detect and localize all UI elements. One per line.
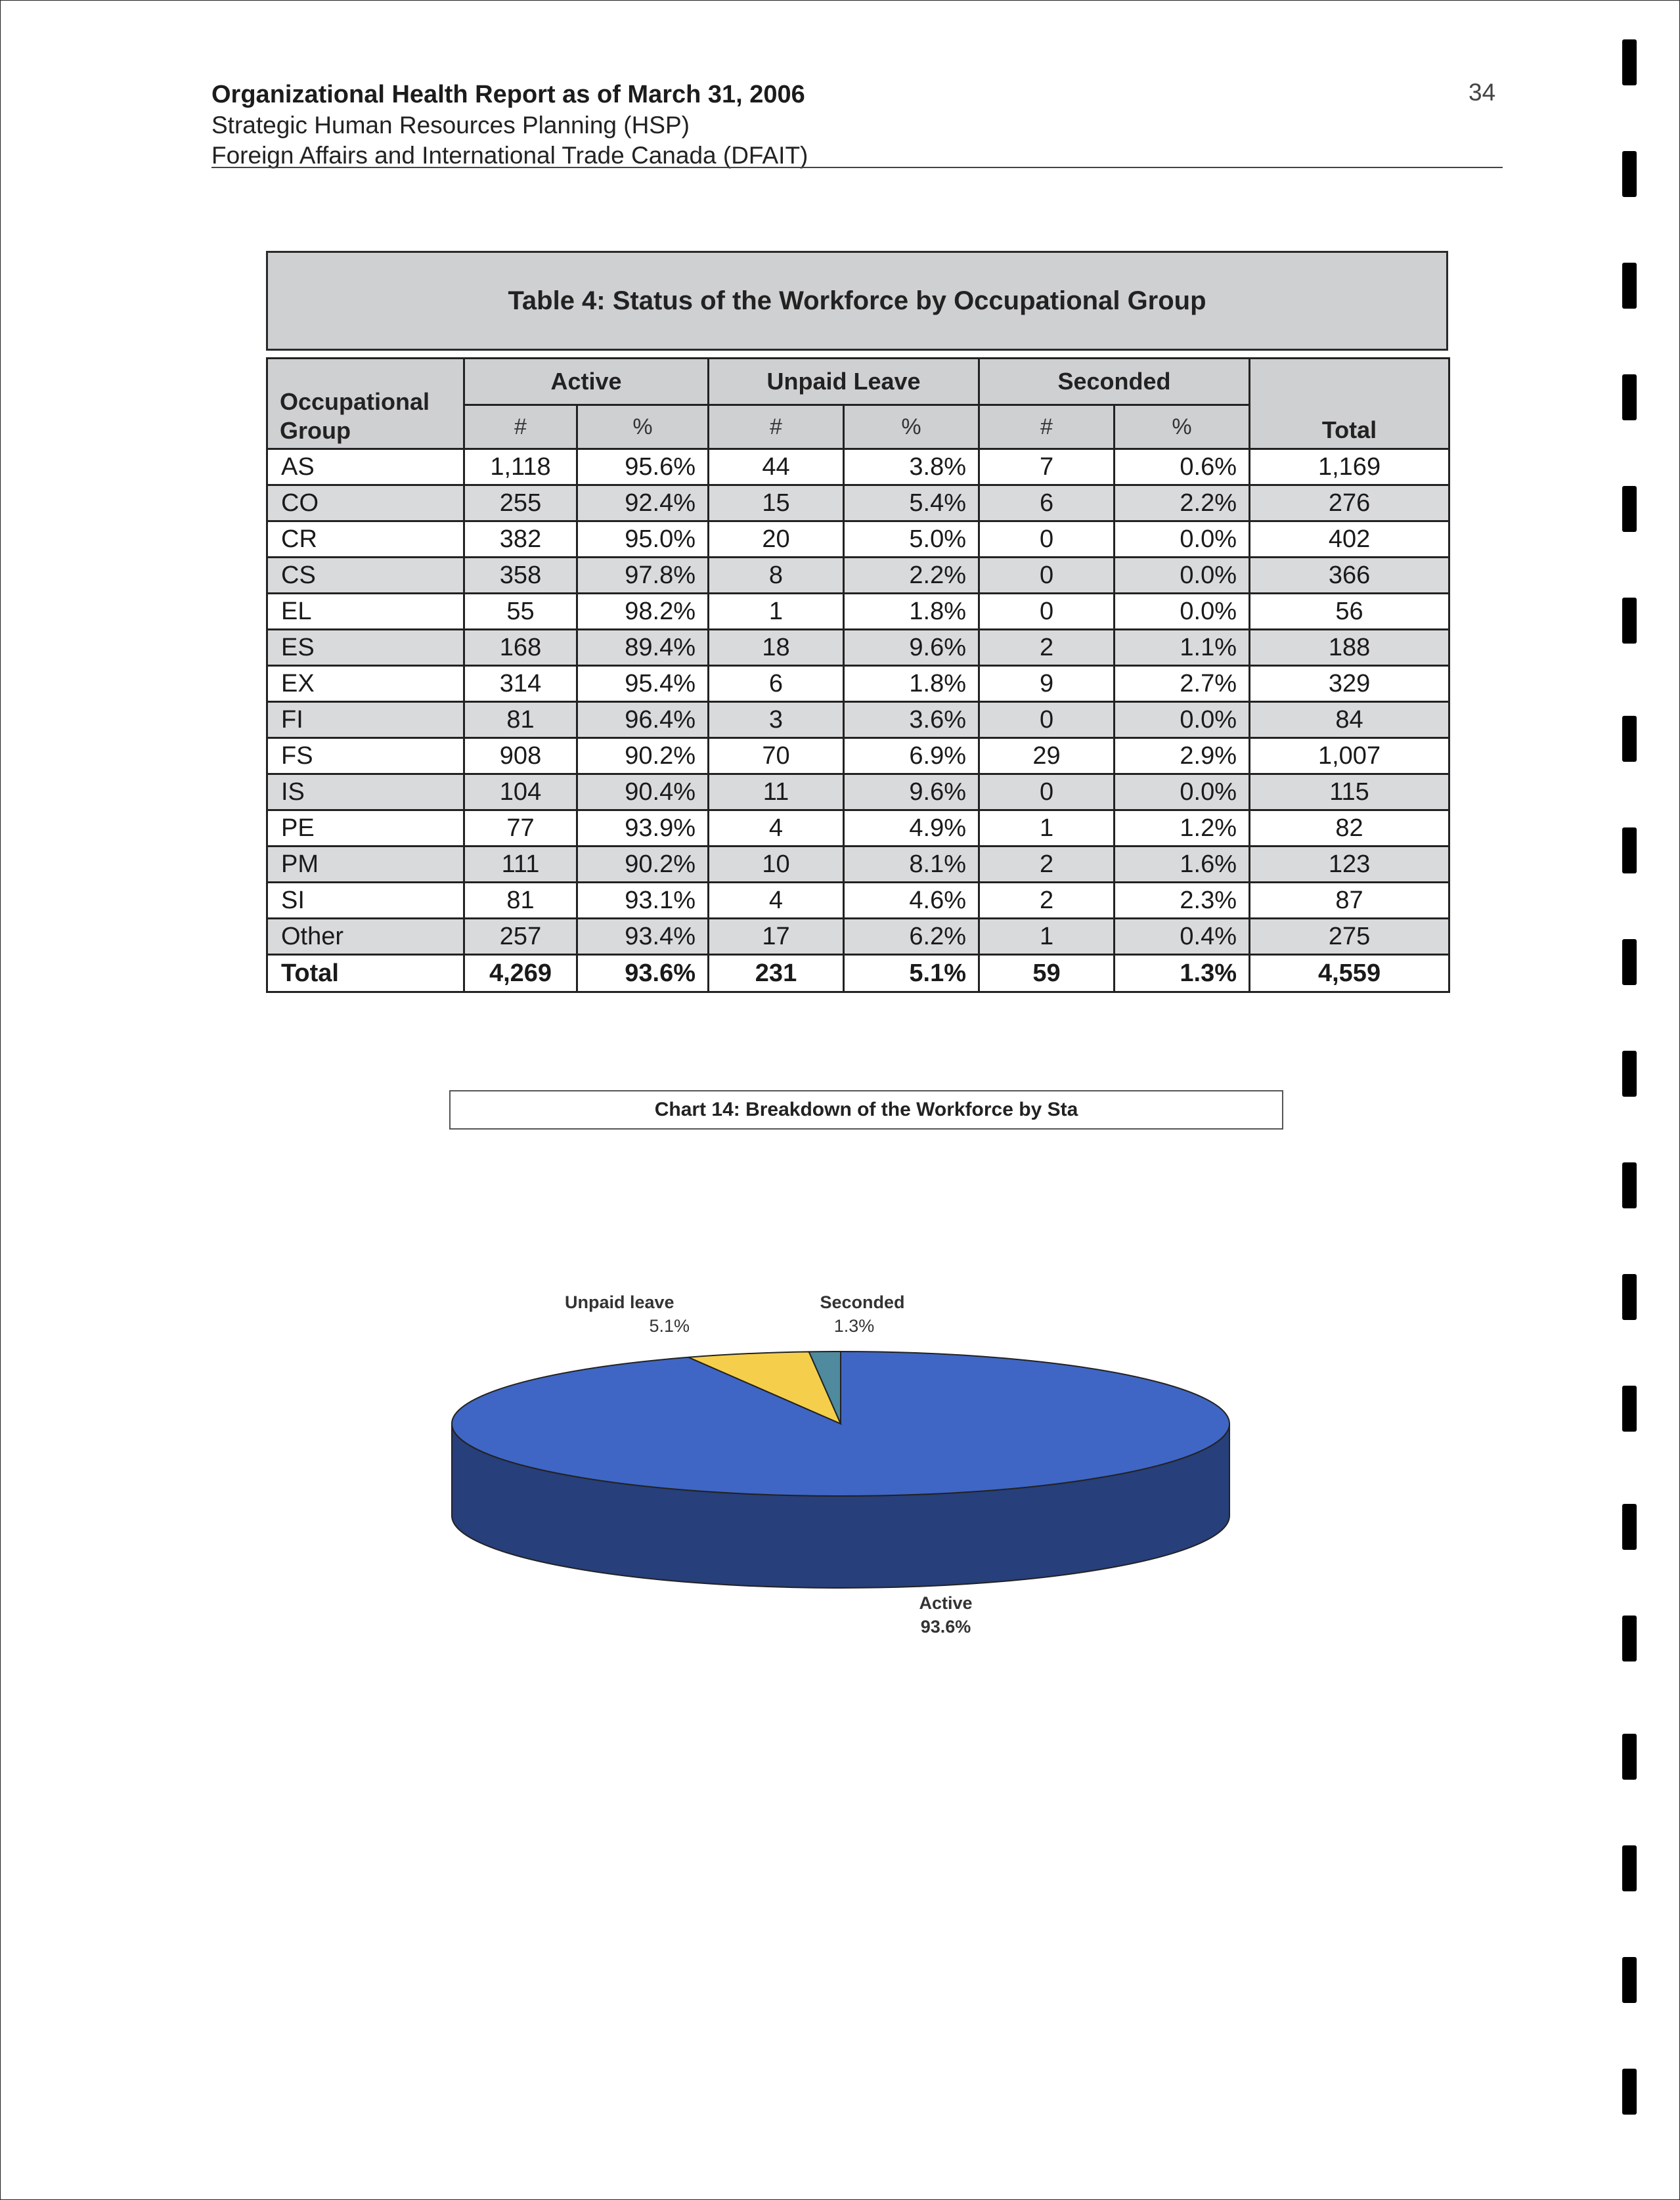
occupational-group-header: Occupational Group bbox=[267, 359, 464, 449]
cell-active-count: 77 bbox=[464, 810, 577, 847]
cell-group: CS bbox=[267, 558, 464, 594]
seconded-count-header: # bbox=[979, 405, 1115, 449]
table-row bbox=[267, 847, 1449, 883]
cell-unpaid-percent: 5.0% bbox=[844, 521, 979, 558]
cell-unpaid-count: 6 bbox=[709, 666, 844, 702]
binding-mark bbox=[1622, 1616, 1637, 1661]
cell-group: FI bbox=[267, 702, 464, 738]
cell-group: SI bbox=[267, 883, 464, 919]
active-name: Active bbox=[919, 1593, 973, 1613]
cell-seconded-percent: 2.7% bbox=[1115, 666, 1250, 702]
cell-seconded-percent: 2.3% bbox=[1115, 883, 1250, 919]
cell-total: 188 bbox=[1250, 630, 1449, 666]
cell-active-count: 81 bbox=[464, 702, 577, 738]
cell-unpaid-percent: 3.6% bbox=[844, 702, 979, 738]
cell-seconded-percent: 0.4% bbox=[1115, 919, 1250, 955]
cell-group: PE bbox=[267, 810, 464, 847]
cell-active-percent: 89.4% bbox=[577, 630, 709, 666]
cell-unpaid-count: 15 bbox=[709, 485, 844, 521]
binding-mark bbox=[1622, 1957, 1637, 2003]
unpaid-leave-header: Unpaid Leave bbox=[709, 359, 979, 405]
cell-seconded-count: 29 bbox=[979, 738, 1115, 774]
cell-unpaid-percent: 5.4% bbox=[844, 485, 979, 521]
total-header: Total bbox=[1250, 359, 1449, 449]
binding-mark bbox=[1622, 1051, 1637, 1097]
cell-group: AS bbox=[267, 449, 464, 485]
active-count-header: # bbox=[464, 405, 577, 449]
cell-unpaid-percent: 1.8% bbox=[844, 666, 979, 702]
binding-mark bbox=[1622, 716, 1637, 762]
binding-mark bbox=[1622, 1274, 1637, 1320]
cell-unpaid-percent: 6.9% bbox=[844, 738, 979, 774]
binding-mark bbox=[1622, 263, 1637, 309]
cell-unpaid-count: 70 bbox=[709, 738, 844, 774]
cell-active-count: 111 bbox=[464, 847, 577, 883]
header-rule bbox=[211, 167, 1503, 168]
table-row bbox=[267, 810, 1449, 847]
cell-active-count: 257 bbox=[464, 919, 577, 955]
total-cell-seconded-count: 59 bbox=[979, 955, 1115, 992]
total-cell-active-count: 4,269 bbox=[464, 955, 577, 992]
cell-group: IS bbox=[267, 774, 464, 810]
cell-seconded-percent: 0.0% bbox=[1115, 558, 1250, 594]
cell-group: PM bbox=[267, 847, 464, 883]
cell-seconded-percent: 0.0% bbox=[1115, 594, 1250, 630]
cell-unpaid-count: 3 bbox=[709, 702, 844, 738]
cell-unpaid-count: 20 bbox=[709, 521, 844, 558]
cell-total: 84 bbox=[1250, 702, 1449, 738]
cell-seconded-count: 0 bbox=[979, 521, 1115, 558]
page-number: 34 bbox=[1469, 79, 1496, 106]
unpaid-count-header: # bbox=[709, 405, 844, 449]
cell-unpaid-percent: 2.2% bbox=[844, 558, 979, 594]
cell-active-percent: 95.4% bbox=[577, 666, 709, 702]
total-cell-seconded-percent: 1.3% bbox=[1115, 955, 1250, 992]
total-cell-unpaid-count: 231 bbox=[709, 955, 844, 992]
active-value: 93.6% bbox=[920, 1617, 971, 1637]
unpaid-leave-label bbox=[539, 1290, 736, 1338]
active-label bbox=[880, 1591, 1011, 1639]
cell-active-percent: 90.2% bbox=[577, 738, 709, 774]
total-cell-total: 4,559 bbox=[1250, 955, 1449, 992]
cell-unpaid-percent: 9.6% bbox=[844, 774, 979, 810]
table-row bbox=[267, 666, 1449, 702]
seconded-header: Seconded bbox=[979, 359, 1250, 405]
cell-seconded-count: 9 bbox=[979, 666, 1115, 702]
cell-seconded-count: 1 bbox=[979, 919, 1115, 955]
cell-seconded-percent: 2.2% bbox=[1115, 485, 1250, 521]
report-subtitle: Strategic Human Resources Planning (HSP) bbox=[211, 112, 690, 139]
binding-mark bbox=[1622, 1162, 1637, 1208]
cell-active-percent: 96.4% bbox=[577, 702, 709, 738]
cell-active-percent: 93.4% bbox=[577, 919, 709, 955]
cell-active-percent: 93.9% bbox=[577, 810, 709, 847]
cell-active-count: 358 bbox=[464, 558, 577, 594]
table-row bbox=[267, 449, 1449, 485]
binding-mark bbox=[1622, 1845, 1637, 1891]
cell-total: 402 bbox=[1250, 521, 1449, 558]
binding-mark bbox=[1622, 827, 1637, 873]
cell-seconded-percent: 0.0% bbox=[1115, 702, 1250, 738]
binding-mark bbox=[1622, 939, 1637, 985]
cell-total: 56 bbox=[1250, 594, 1449, 630]
table-row bbox=[267, 774, 1449, 810]
table-row bbox=[267, 521, 1449, 558]
cell-active-percent: 97.8% bbox=[577, 558, 709, 594]
cell-unpaid-count: 4 bbox=[709, 810, 844, 847]
cell-seconded-percent: 1.6% bbox=[1115, 847, 1250, 883]
cell-seconded-count: 0 bbox=[979, 702, 1115, 738]
cell-seconded-percent: 2.9% bbox=[1115, 738, 1250, 774]
cell-total: 87 bbox=[1250, 883, 1449, 919]
unpaid-percent-header: % bbox=[844, 405, 979, 449]
table-row bbox=[267, 702, 1449, 738]
seconded-value: 1.3% bbox=[833, 1316, 875, 1336]
binding-mark bbox=[1622, 486, 1637, 532]
cell-total: 329 bbox=[1250, 666, 1449, 702]
table-row bbox=[267, 738, 1449, 774]
cell-active-percent: 93.1% bbox=[577, 883, 709, 919]
cell-active-count: 314 bbox=[464, 666, 577, 702]
table-row bbox=[267, 485, 1449, 521]
cell-total: 82 bbox=[1250, 810, 1449, 847]
cell-seconded-percent: 0.0% bbox=[1115, 774, 1250, 810]
table-body bbox=[267, 449, 1449, 992]
cell-group: EL bbox=[267, 594, 464, 630]
cell-unpaid-count: 17 bbox=[709, 919, 844, 955]
binding-mark bbox=[1622, 39, 1637, 85]
workforce-status-table bbox=[266, 251, 1448, 993]
cell-total: 275 bbox=[1250, 919, 1449, 955]
cell-group: EX bbox=[267, 666, 464, 702]
cell-unpaid-percent: 1.8% bbox=[844, 594, 979, 630]
cell-seconded-count: 0 bbox=[979, 594, 1115, 630]
binding-mark bbox=[1622, 374, 1637, 420]
table-row bbox=[267, 883, 1449, 919]
binding-mark bbox=[1622, 1504, 1637, 1550]
table-row bbox=[267, 558, 1449, 594]
cell-total: 115 bbox=[1250, 774, 1449, 810]
binding-mark bbox=[1622, 1734, 1637, 1780]
cell-active-count: 908 bbox=[464, 738, 577, 774]
cell-unpaid-percent: 3.8% bbox=[844, 449, 979, 485]
cell-total: 276 bbox=[1250, 485, 1449, 521]
cell-unpaid-percent: 8.1% bbox=[844, 847, 979, 883]
cell-seconded-count: 0 bbox=[979, 774, 1115, 810]
cell-seconded-percent: 1.1% bbox=[1115, 630, 1250, 666]
cell-seconded-count: 7 bbox=[979, 449, 1115, 485]
binding-mark bbox=[1622, 598, 1637, 644]
cell-total: 1,007 bbox=[1250, 738, 1449, 774]
cell-active-count: 168 bbox=[464, 630, 577, 666]
seconded-label bbox=[797, 1290, 928, 1338]
cell-seconded-percent: 0.6% bbox=[1115, 449, 1250, 485]
cell-seconded-percent: 0.0% bbox=[1115, 521, 1250, 558]
table-row bbox=[267, 630, 1449, 666]
unpaid-leave-value: 5.1% bbox=[649, 1316, 690, 1336]
active-percent-header: % bbox=[577, 405, 709, 449]
cell-total: 1,169 bbox=[1250, 449, 1449, 485]
cell-group: CR bbox=[267, 521, 464, 558]
cell-active-percent: 95.6% bbox=[577, 449, 709, 485]
total-cell-group: Total bbox=[267, 955, 464, 992]
cell-active-count: 104 bbox=[464, 774, 577, 810]
cell-seconded-count: 2 bbox=[979, 630, 1115, 666]
cell-unpaid-percent: 4.6% bbox=[844, 883, 979, 919]
cell-active-count: 255 bbox=[464, 485, 577, 521]
cell-unpaid-count: 44 bbox=[709, 449, 844, 485]
cell-active-count: 1,118 bbox=[464, 449, 577, 485]
cell-seconded-count: 1 bbox=[979, 810, 1115, 847]
cell-seconded-percent: 1.2% bbox=[1115, 810, 1250, 847]
cell-unpaid-percent: 4.9% bbox=[844, 810, 979, 847]
cell-active-count: 55 bbox=[464, 594, 577, 630]
cell-active-percent: 92.4% bbox=[577, 485, 709, 521]
binding-mark bbox=[1622, 151, 1637, 197]
page-header bbox=[211, 79, 1503, 171]
cell-total: 123 bbox=[1250, 847, 1449, 883]
seconded-percent-header: % bbox=[1115, 405, 1250, 449]
cell-active-count: 382 bbox=[464, 521, 577, 558]
cell-seconded-count: 2 bbox=[979, 883, 1115, 919]
cell-seconded-count: 2 bbox=[979, 847, 1115, 883]
cell-active-percent: 98.2% bbox=[577, 594, 709, 630]
cell-group: Other bbox=[267, 919, 464, 955]
total-cell-active-percent: 93.6% bbox=[577, 955, 709, 992]
active-header: Active bbox=[464, 359, 709, 405]
cell-group: CO bbox=[267, 485, 464, 521]
table-row bbox=[267, 919, 1449, 955]
cell-group: FS bbox=[267, 738, 464, 774]
cell-active-percent: 95.0% bbox=[577, 521, 709, 558]
department-name: Foreign Affairs and International Trade Canada (DFAIT) bbox=[211, 142, 808, 169]
unpaid-leave-name: Unpaid leave bbox=[565, 1292, 674, 1312]
report-title: Organizational Health Report as of March 31, 2006 bbox=[211, 81, 805, 108]
cell-unpaid-percent: 6.2% bbox=[844, 919, 979, 955]
cell-total: 366 bbox=[1250, 558, 1449, 594]
cell-seconded-count: 0 bbox=[979, 558, 1115, 594]
table-row bbox=[267, 594, 1449, 630]
cell-unpaid-count: 4 bbox=[709, 883, 844, 919]
binding-mark bbox=[1622, 1386, 1637, 1432]
seconded-name: Seconded bbox=[820, 1292, 905, 1312]
total-cell-unpaid-percent: 5.1% bbox=[844, 955, 979, 992]
cell-unpaid-count: 10 bbox=[709, 847, 844, 883]
table-total-row bbox=[267, 955, 1449, 992]
chart-title: Chart 14: Breakdown of the Workforce by Sta bbox=[449, 1090, 1283, 1130]
cell-unpaid-count: 18 bbox=[709, 630, 844, 666]
table-caption: Table 4: Status of the Workforce by Occupational Group bbox=[266, 251, 1448, 351]
cell-active-count: 81 bbox=[464, 883, 577, 919]
data-table bbox=[266, 357, 1450, 993]
cell-active-percent: 90.4% bbox=[577, 774, 709, 810]
cell-unpaid-count: 11 bbox=[709, 774, 844, 810]
binding-mark bbox=[1622, 2069, 1637, 2115]
cell-active-percent: 90.2% bbox=[577, 847, 709, 883]
cell-unpaid-percent: 9.6% bbox=[844, 630, 979, 666]
cell-group: ES bbox=[267, 630, 464, 666]
cell-unpaid-count: 1 bbox=[709, 594, 844, 630]
cell-seconded-count: 6 bbox=[979, 485, 1115, 521]
cell-unpaid-count: 8 bbox=[709, 558, 844, 594]
